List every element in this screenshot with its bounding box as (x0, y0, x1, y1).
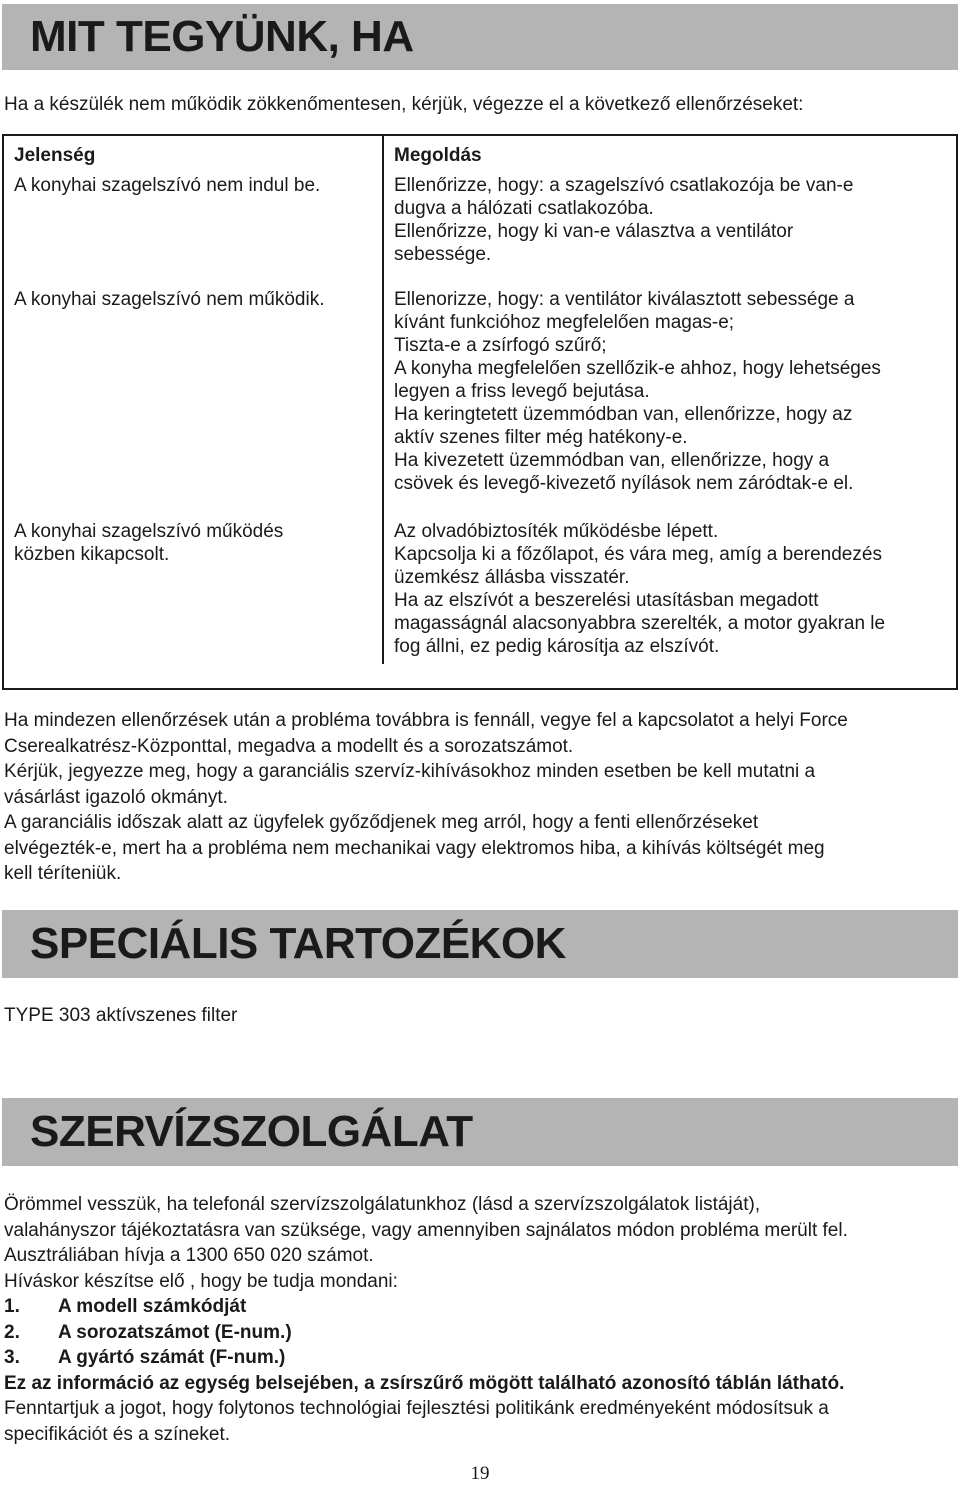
symptom-line: közben kikapcsolt. (14, 544, 170, 565)
list-item (4, 1294, 956, 1320)
symptom-cell (2, 174, 383, 288)
section-title-service: SZERVÍZSZOLGÁLAT (30, 1107, 473, 1156)
paragraph-line: Cserealkatrész-Központtal, megadva a modellt és a sorozatszámot. (4, 735, 574, 757)
solution-line: Ellenőrizze, hogy ki van-e választva a ventilátor (394, 221, 794, 242)
solution-line: magasságnál alacsonyabbra szerelték, a motor gyakran le (394, 613, 886, 634)
solution-line: Kapcsolja ki a főzőlapot, és vára meg, amíg a berendezés (394, 544, 882, 565)
paragraph-line: specifikációt és a színeket. (4, 1423, 230, 1445)
solution-line: A konyha megfelelően szellőzik-e ahhoz, hogy lehetséges (394, 358, 881, 379)
solution-line: Ha keringtetett üzemmódban van, ellenőrizze, hogy az (394, 404, 853, 425)
rating-plate-note: Ez az információ az egység belsejében, a zsírszűrő mögött található azonosító táblán látható. (4, 1372, 845, 1394)
solution-cell (383, 288, 958, 520)
page-number: 19 (470, 1463, 490, 1484)
list-text: A modell számkódját (58, 1296, 247, 1317)
troubleshooting-followup (4, 708, 956, 887)
troubleshooting-intro: Ha a készülék nem működik zökkenőmentesen, kérjük, végezze el a következő ellenőrzéseket: (4, 94, 804, 115)
section-title-troubleshooting: MIT TEGYÜNK, HA (30, 12, 414, 61)
table-header-row (2, 134, 958, 174)
solution-cell (383, 174, 958, 288)
accessory-item: TYPE 303 aktívszenes filter (4, 1005, 238, 1026)
paragraph-line: Örömmel vesszük, ha telefonál szervízszolgálatunkhoz (lásd a szervízszolgálatok listáját), (4, 1194, 761, 1215)
symptom-line: A konyhai szagelszívó nem indul be. (14, 175, 321, 196)
solution-line: Ellenorizze, hogy: a ventilátor kiválasztott sebessége a (394, 289, 855, 310)
solution-line: aktív szenes filter még hatékony-e. (394, 427, 688, 448)
solution-line: Tiszta-e a zsírfogó szűrő; (394, 335, 607, 356)
header-solution: Megoldás (383, 134, 958, 174)
section-header-band (2, 4, 958, 70)
solution-line: dugva a hálózati csatlakozóba. (394, 198, 654, 219)
list-number: 3. (4, 1347, 20, 1368)
paragraph-line: Ha mindezen ellenőrzések után a probléma továbbra is fennáll, vegye fel a kapcsolatot a helyi Force (4, 710, 848, 731)
paragraph-line: A garanciális időszak alatt az ügyfelek győződjenek meg arról, hogy a fenti ellenőrzéseket (4, 812, 759, 833)
solution-line: üzemkész állásba visszatér. (394, 567, 630, 588)
solution-line: Az olvadóbiztosíték működésbe lépett. (394, 521, 719, 542)
list-item (4, 1320, 956, 1346)
symptom-line: A konyhai szagelszívó működés (14, 521, 284, 542)
solution-line: legyen a friss levegő bejutása. (394, 381, 650, 402)
section-header-band (2, 910, 958, 978)
list-number: 2. (4, 1321, 20, 1343)
header-symptom: Jelenség (14, 145, 96, 166)
table-row (2, 288, 958, 520)
paragraph-line: valahányszor tájékoztatásra van szüksége, vagy amennyiben sajnálatos módon probléma merült fel. (4, 1219, 848, 1241)
solution-line: sebessége. (394, 244, 492, 265)
paragraph-line: Fenntartjuk a jogot, hogy folytonos technológiai fejlesztési politikánk eredményeként módosítsuk a (4, 1398, 829, 1419)
list-text: A sorozatszámot (E-num.) (58, 1321, 292, 1343)
solution-cell (383, 520, 958, 664)
solution-line: Ellenőrizze, hogy: a szagelszívó csatlakozója be van-e (394, 175, 854, 196)
paragraph-line: elvégezték-e, mert ha a probléma nem mechanikai vagy elektromos hiba, a kihívás költségét meg (4, 837, 825, 859)
solution-line: Ha az elszívót a beszerelési utasításban megadott (394, 590, 819, 611)
paragraph-line: Ausztráliában hívja a 1300 650 020 számot. (4, 1245, 374, 1266)
paragraph-line: vásárlást igazoló okmányt. (4, 786, 228, 808)
section-title-accessories: SPECIÁLIS TARTOZÉKOK (30, 919, 566, 968)
list-number: 1. (4, 1296, 20, 1317)
info-list (4, 1294, 956, 1371)
solution-line: csövek és levegő-kivezető nyílások nem záródtak-e el. (394, 473, 854, 494)
service-info (4, 1192, 956, 1447)
symptom-cell (2, 288, 383, 520)
symptom-cell (2, 520, 383, 664)
section-header-band (2, 1098, 958, 1166)
paragraph-line: kell téríteniük. (4, 863, 122, 884)
table-row (2, 174, 958, 288)
symptom-line: A konyhai szagelszívó nem működik. (14, 289, 325, 310)
troubleshooting-table (2, 134, 958, 664)
list-text: A gyártó számát (F-num.) (58, 1347, 286, 1368)
list-item (4, 1345, 956, 1371)
paragraph-line: Kérjük, jegyezze meg, hogy a garanciális szervíz-kihívásokhoz minden esetben be kell mutatni a (4, 761, 816, 782)
solution-line: Ha kivezetett üzemmódban van, ellenőrizze, hogy a (394, 450, 830, 471)
solution-line: fog állni, ez pedig károsítja az elszívót. (394, 636, 720, 657)
solution-line: kívánt funkcióhoz megfelelően magas-e; (394, 312, 735, 333)
paragraph-line: Híváskor készítse elő , hogy be tudja mondani: (4, 1270, 398, 1292)
table-row (2, 520, 958, 664)
